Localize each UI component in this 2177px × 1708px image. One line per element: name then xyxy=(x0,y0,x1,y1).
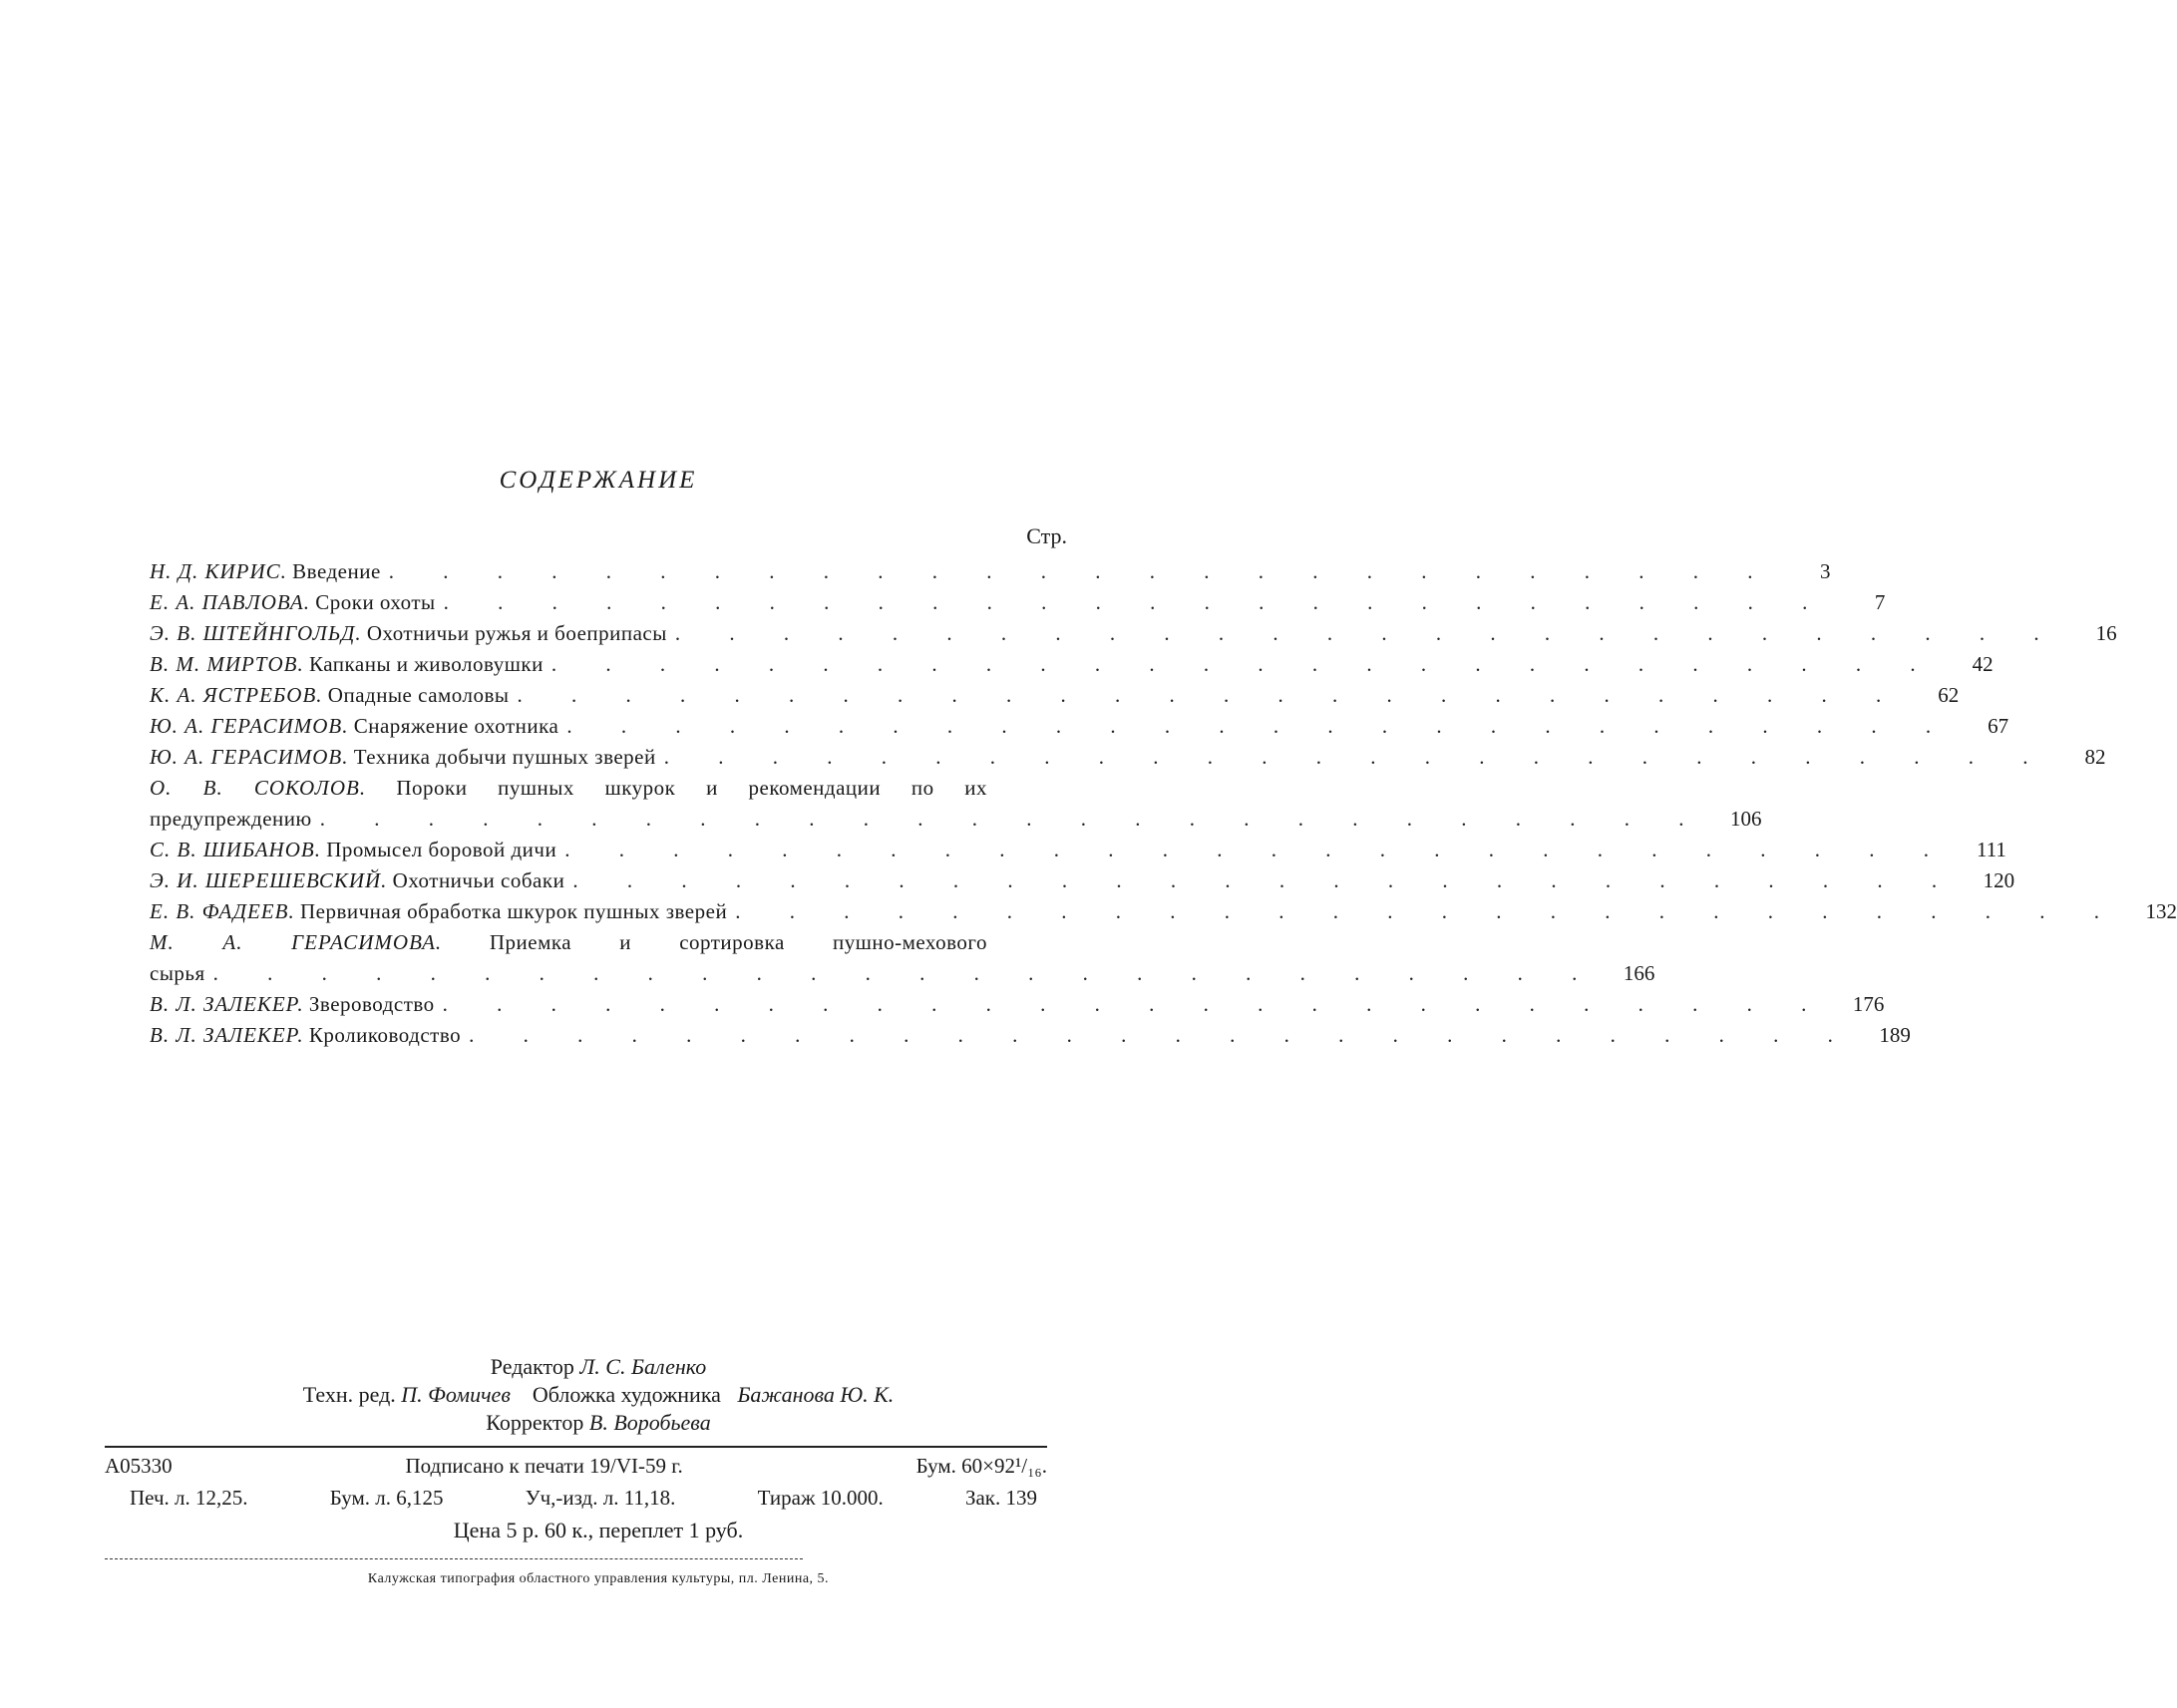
print-sheets: Печ. л. 12,25. xyxy=(130,1486,248,1511)
toc-entry[interactable] xyxy=(150,1020,1067,1051)
publication-code: А05330 xyxy=(105,1454,173,1479)
leader-dots: . . . . . . . . . . . . . . . . . . . . . . . . . . xyxy=(320,804,1706,835)
toc-author: Ю. А. ГЕРАСИМОВ. xyxy=(150,714,348,738)
leader-dots: . . . . . . . . . . . . . . . . . . . . . . . . . . xyxy=(469,1020,1855,1051)
toc-author: В. М. МИРТОВ. xyxy=(150,652,304,676)
corrector-line xyxy=(0,1409,1197,1437)
editor-name: Л. С. Баленко xyxy=(579,1354,706,1379)
toc-author: М. А. ГЕРАСИМОВА. xyxy=(150,930,442,954)
contents-heading: СОДЕРЖАНИЕ xyxy=(0,467,1197,495)
toc-entry[interactable] xyxy=(150,618,1067,649)
leader-dots: . . . . . . . . . . . . . . . . . . . . . . . . . . xyxy=(664,742,2050,773)
toc-author: Э. И. ШЕРЕШЕВСКИЙ. xyxy=(150,868,387,892)
toc-page-number: 42 xyxy=(1938,649,1994,680)
toc-entry[interactable] xyxy=(150,556,1067,587)
toc-entry[interactable] xyxy=(150,865,1067,896)
toc-entry[interactable] xyxy=(150,896,1067,927)
editor-label: Редактор xyxy=(491,1354,574,1379)
toc-author: Н. Д. КИРИС. xyxy=(150,559,287,583)
pages-column-label: Стр. xyxy=(1026,523,1067,549)
leader-dots: . . . . . . . . . . . . . . . . . . . . . . . . . . xyxy=(213,958,1600,989)
toc-page-number: 82 xyxy=(2050,742,2106,773)
paper-sheets: Бум. л. 6,125 xyxy=(330,1486,444,1511)
toc-entry[interactable] xyxy=(150,587,1067,618)
toc-title: Первичная обработка шкурок пушных зверей xyxy=(300,899,727,923)
leader-dots: . . . . . . . . . . . . . . . . . . . . . . . . . . xyxy=(572,865,1959,896)
toc-title: Приемка и сортировка пушно-мехового xyxy=(490,930,987,954)
toc-entry[interactable] xyxy=(150,927,1067,989)
toc-page-number: 120 xyxy=(1959,865,2014,896)
order-number: Зак. 139 xyxy=(965,1486,1037,1511)
toc-title: Звероводство xyxy=(309,992,435,1016)
toc-author: О. В. СОКОЛОВ. xyxy=(150,776,366,800)
toc-author: Е. В. ФАДЕЕВ. xyxy=(150,899,295,923)
toc-author: В. Л. ЗАЛЕКЕР. xyxy=(150,1023,304,1047)
price: Цена 5 р. 60 к., переплет 1 руб. xyxy=(0,1518,1197,1543)
leader-dots: . . . . . . . . . . . . . . . . . . . . . . . . . . xyxy=(675,618,2061,649)
toc-title: Капканы и живоловушки xyxy=(309,652,544,676)
toc-title: Снаряжение охотника xyxy=(354,714,559,738)
toc-title-continuation: предупреждению xyxy=(150,807,312,831)
toc-page-number: 62 xyxy=(1903,680,1959,711)
toc-title: Введение xyxy=(292,559,381,583)
toc-page-number: 16 xyxy=(2061,618,2117,649)
toc-author: В. Л. ЗАЛЕКЕР. xyxy=(150,992,304,1016)
paper-format: Бум. 60×92¹/₁₆. xyxy=(916,1454,1047,1479)
table-of-contents xyxy=(150,556,1067,1051)
toc-title: Пороки пушных шкурок и рекомендации по их xyxy=(396,776,987,800)
toc-author: Ю. А. ГЕРАСИМОВ. xyxy=(150,745,348,769)
leader-dots: . . . . . . . . . . . . . . . . . . . . . . . . . . xyxy=(564,835,1951,865)
toc-title: Кролиководство xyxy=(309,1023,461,1047)
cover-artist-label: Обложка художника xyxy=(533,1382,721,1407)
toc-author: Э. В. ШТЕЙНГОЛЬД. xyxy=(150,621,362,645)
editor-line xyxy=(0,1353,1197,1381)
leader-dots: . . . . . . . . . . . . . . . . . . . . . . . . . . xyxy=(443,989,1829,1020)
toc-page-number: 106 xyxy=(1705,804,1761,835)
toc-entry[interactable] xyxy=(150,649,1067,680)
toc-title: Промысел боровой дичи xyxy=(326,838,556,861)
cover-artist-name: Бажанова Ю. К. xyxy=(737,1382,894,1407)
toc-page-number: 166 xyxy=(1599,958,1654,989)
tech-editor-label: Техн. ред. xyxy=(303,1382,396,1407)
toc-title: Охотничьи ружья и боеприпасы xyxy=(367,621,667,645)
toc-page-number: 7 xyxy=(1829,587,1885,618)
publication-row-1 xyxy=(105,1454,1047,1479)
toc-title: Сроки охоты xyxy=(315,590,435,614)
divider-line xyxy=(105,1446,1047,1448)
toc-author: К. А. ЯСТРЕБОВ. xyxy=(150,683,323,707)
signed-to-print: Подписано к печати 19/VI-59 г. xyxy=(405,1454,682,1479)
toc-title-continuation: сырья xyxy=(150,961,205,985)
toc-page-number: 111 xyxy=(1951,835,2006,865)
dashed-divider xyxy=(105,1558,803,1559)
leader-dots: . . . . . . . . . . . . . . . . . . . . . . . . . . xyxy=(566,711,1953,742)
leader-dots: . . . . . . . . . . . . . . . . . . . . . . . . . . xyxy=(735,896,2121,927)
leader-dots: . . . . . . . . . . . . . . . . . . . . . . . . . . xyxy=(551,649,1938,680)
tech-editor-line xyxy=(0,1381,1197,1409)
toc-title: Техника добычи пушных зверей xyxy=(354,745,656,769)
corrector-label: Корректор xyxy=(486,1410,583,1435)
corrector-name: В. Воробьева xyxy=(589,1410,711,1435)
toc-entry[interactable] xyxy=(150,773,1067,835)
tech-editor-name: П. Фомичев xyxy=(401,1382,511,1407)
toc-entry[interactable] xyxy=(150,711,1067,742)
page xyxy=(0,0,1197,1708)
toc-page-number: 67 xyxy=(1953,711,2008,742)
toc-entry[interactable] xyxy=(150,835,1067,865)
toc-page-number: 132 xyxy=(2121,896,2177,927)
publication-row-2 xyxy=(130,1486,1037,1511)
imprint-credits xyxy=(0,1353,1197,1437)
toc-page-number: 3 xyxy=(1775,556,1831,587)
toc-page-number: 176 xyxy=(1828,989,1884,1020)
toc-page-number: 189 xyxy=(1855,1020,1911,1051)
leader-dots: . . . . . . . . . . . . . . . . . . . . . . . . . . xyxy=(518,680,1904,711)
toc-entry[interactable] xyxy=(150,989,1067,1020)
leader-dots: . . . . . . . . . . . . . . . . . . . . . . . . . . xyxy=(389,556,1775,587)
edit-sheets: Уч,-изд. л. 11,18. xyxy=(526,1486,676,1511)
toc-author: С. В. ШИБАНОВ. xyxy=(150,838,321,861)
toc-title: Опадные самоловы xyxy=(328,683,510,707)
printer-info: Калужская типография областного управления культуры, пл. Ленина, 5. xyxy=(0,1571,1197,1587)
toc-entry[interactable] xyxy=(150,742,1067,773)
toc-title: Охотничьи собаки xyxy=(393,868,565,892)
toc-author: Е. А. ПАВЛОВА. xyxy=(150,590,310,614)
toc-entry[interactable] xyxy=(150,680,1067,711)
circulation: Тираж 10.000. xyxy=(758,1486,884,1511)
leader-dots: . . . . . . . . . . . . . . . . . . . . . . . . . . xyxy=(444,587,1830,618)
